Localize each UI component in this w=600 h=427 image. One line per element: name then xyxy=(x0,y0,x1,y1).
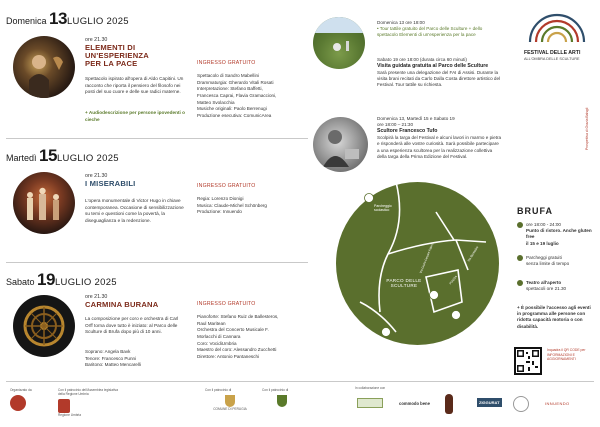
theatre-marker-icon xyxy=(517,280,523,286)
footer-organizer: Organizzato da xyxy=(10,388,50,411)
partner-innuendo: INNUENDO xyxy=(545,401,570,407)
event-title-2: I MISERABILI xyxy=(85,179,136,188)
fai-logo xyxy=(357,398,383,408)
qr-caption: Inquadra il QR CODE per INFORMAZIONI E AGGIORNAMENTI xyxy=(547,348,586,362)
event-time-1: ore 21.30 xyxy=(85,37,108,43)
side-event-sculptor: Domenica 13, Martedì 15 e Sabato 19 ore 18:00 – 21:30 Scultore Francesco Tufo Scolpirà la targa del Festival e alcuni lavori in marmo e pietra e risponderà alle vostre curiosità. Sarà possibile partecipare a una esperienza scultorea per la realizzazione collettiva della targa della Prima Edizione del Festival. xyxy=(377,116,502,159)
brufa-item-food: ore 18:00 - 24:00 Punto di ristoro. Anche gluten free il 15 e 19 luglio xyxy=(517,222,595,247)
food-marker-icon xyxy=(517,222,523,228)
festival-name: FESTIVAL DELLE ARTI xyxy=(524,50,581,56)
parking-marker-icon xyxy=(517,255,523,261)
event-description-3: La composizione per coro e orchestra di Carl Orff torna dove tutto è iniziato: al Parco delle Sculture di Brufa dopo più di 10 anni. xyxy=(85,316,179,335)
brufa-title: BRUFA xyxy=(517,206,553,216)
map-label-parking: Parcheggio scolastico xyxy=(374,204,392,212)
venue-map xyxy=(336,182,499,345)
event-ingresso-3: INGRESSO GRATUITO xyxy=(197,301,256,307)
partner-ziggurat: ZIGGURAT xyxy=(479,400,500,406)
event-date-3: Sabato 19LUGLIO 2025 xyxy=(6,270,117,289)
festival-subtitle: ALL'OMBRA DELLE SCULTURE xyxy=(524,56,580,61)
footer-collab: In collaborazione con commodo bene ZIGGURAT INNUENDO xyxy=(355,386,595,420)
footer-perugia: Con il patrocinio di COMUNE DI PERUGIA xyxy=(205,388,247,412)
map-label-street-1: Via Bontadini xyxy=(466,245,480,263)
footer-assembly: Con il patrocinio dell'Assemblea legislativa della Regione Umbria Regione Umbria xyxy=(58,388,118,418)
event-credits-2: Regia: Lorenzo Dionigi Musica: Claude-Michel Schönberg Produzione: Innuendo xyxy=(197,196,267,215)
event-time-2: ore 21.30 xyxy=(85,173,108,179)
event-ingresso-2: INGRESSO GRATUITO xyxy=(197,183,256,189)
event-accessibility-note-1: + Audiodescrizione per persone ipovedenti o cieche xyxy=(85,110,185,122)
festival-logo xyxy=(520,6,594,70)
event-cast-3: Soprano: Angela Bavk Tenore: Francesco Punni Baritono: Matteo Mencarelli xyxy=(85,349,141,368)
organizer-logo xyxy=(10,395,26,411)
park-photo xyxy=(313,17,365,69)
perugia-crest-icon xyxy=(225,395,235,407)
event-photo-2 xyxy=(13,172,75,234)
event-credits-3: Pianoforte: Stefano Ruiz de Ballesteros, Raul Maritean Orchestra del Concerto Musicale F. Morlacchi di Cannara Coro: VocidiUmbria Maestro del coro: Alessandro Zucchetti Direttore: Antonio Pantaneschi xyxy=(197,314,279,359)
event-ingresso-1: INGRESSO GRATUITO xyxy=(197,60,256,66)
footer-divider xyxy=(6,381,594,382)
brufa-access-note: + È possibile l'accesso agli eventi in programma alle persone con ridotta capacità motoria o con disabilità. xyxy=(517,305,591,329)
event-title-3: CARMINA BURANA xyxy=(85,300,159,309)
qr-code[interactable] xyxy=(514,347,542,375)
side-event-visit: Sabato 19 ore 18:00 (durata circa 60 minuti) Visita guidata gratuita al Parco delle Sculture Sarà presente una delegazione del FAI di Assisi. Durante la visita brani recitati da Carlo Dalla Costa direttore artistico del Festival. Tour tattile su richiesta. xyxy=(377,57,501,88)
torgiano-crest-icon xyxy=(277,395,287,407)
circle-logo xyxy=(513,396,529,412)
brufa-item-theatre: Teatro all'aperto spettacoli ore 21.30 xyxy=(517,280,595,292)
festival-arcs-icon xyxy=(520,6,594,46)
vertical-credit: Prospettiva di Grazia Balsgli xyxy=(585,107,589,150)
violin-icon xyxy=(445,394,453,414)
event-credits-1: Spettacolo di Sandro Mabellini Drammaturgia: Gherardo Vitali Rosati Interpretazione: Stefano Baffetti, Francesca Caprai, Flavia Gramaccioni, Matteo Svolacchia Musiche originali: Paolo Berrenugi Produzione esecutiva: ComunicArea xyxy=(197,73,277,118)
partner-commodo: commodo bene xyxy=(399,401,430,407)
map-label-street-2: Via Giulio Cesare Fabrizi xyxy=(418,241,435,275)
sculptor-photo xyxy=(313,117,368,172)
event-date-1: Domenica 13LUGLIO 2025 xyxy=(6,9,129,28)
event-title-1: ELEMENTI DI UN'ESPERIENZA PER LA PACE xyxy=(85,43,149,68)
side-event-tour: Domenica 13 ore 18:00 • Tour tattile gratuito del Parco delle Sculture + dello spettacolo Elementi di un'esperienza per la pace xyxy=(377,20,483,38)
event-photo-3 xyxy=(13,295,75,357)
map-label-park: PARCO DELLE SCULTURE xyxy=(386,278,422,288)
event-description-2: L'opera monumentale di Victor Hugo in chiave contemporanea. Occasione di sensibilizzazione su temi e questioni come la povertà, la diseguaglianza e la redenzione. xyxy=(85,198,184,224)
regione-umbria-logo xyxy=(58,399,70,413)
section-divider-2 xyxy=(6,262,308,263)
map-label-square: PIAZZA xyxy=(448,274,459,286)
section-divider-1 xyxy=(6,138,308,139)
brufa-item-parking: Parcheggi gratuiti senza limite di tempo xyxy=(517,255,595,267)
event-time-3: ore 21.30 xyxy=(85,294,108,300)
event-date-2: Martedì 15LUGLIO 2025 xyxy=(6,146,119,165)
event-description-1: Spettacolo ispirato all'opera di Aldo Capitini. Un racconto che riporta il pensiero del filosofo nei posti del suo cuore e delle sue radici materne. xyxy=(85,76,184,95)
event-photo-1 xyxy=(13,36,75,98)
footer-torgiano: Con il patrocinio di xyxy=(262,388,302,407)
